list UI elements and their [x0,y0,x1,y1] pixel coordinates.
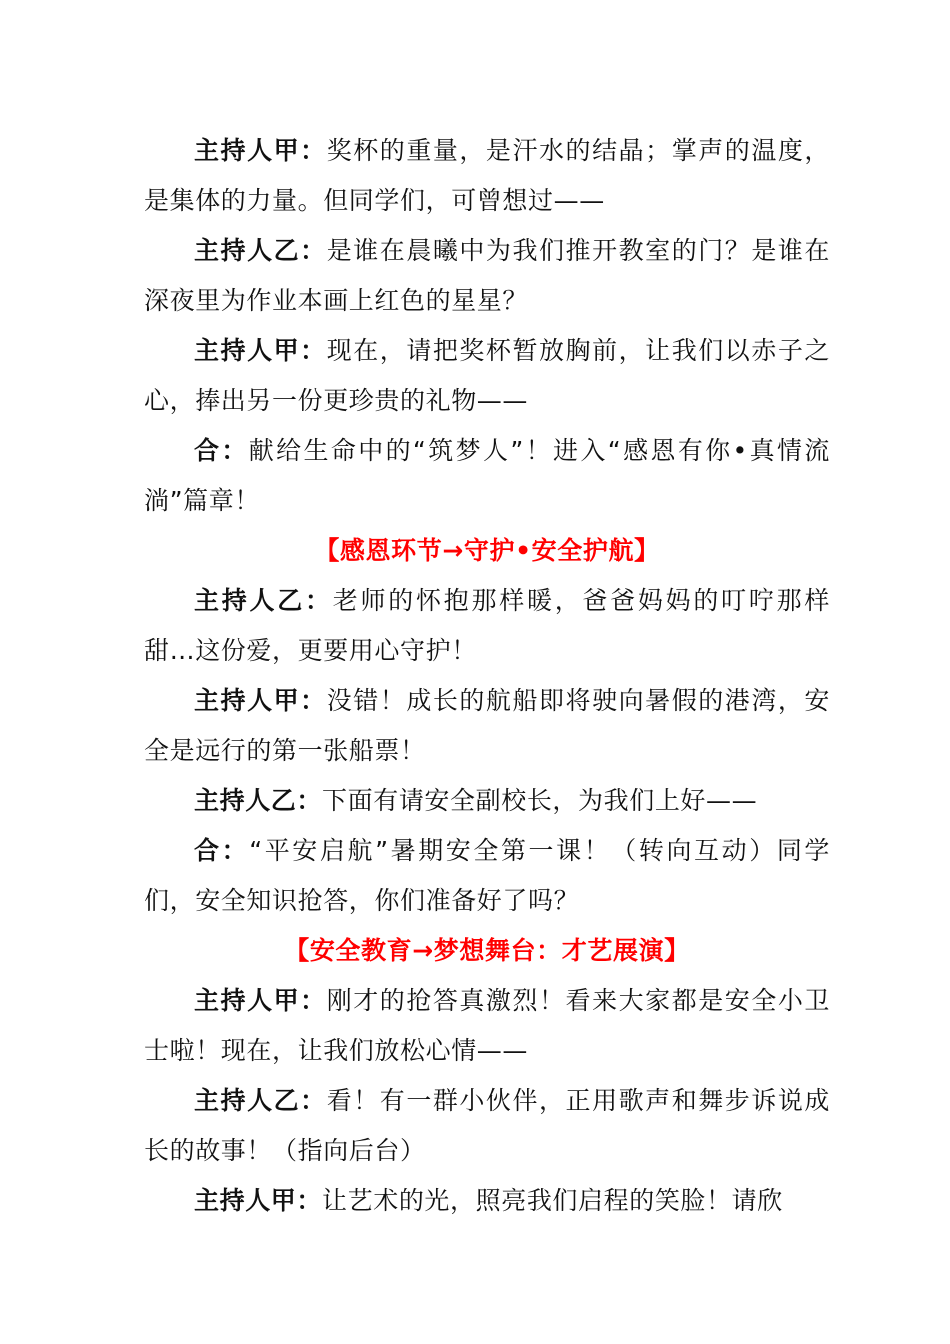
dialogue-text: 献给生命中的“筑梦人”！进入“感恩有你•真情流淌”篇章！ [144,436,830,515]
dialogue-text: 是谁在晨曦中为我们推开教室的门？是谁在深夜里为作业本画上红色的星星？ [144,236,830,315]
dialogue-text: 看！有一群小伙伴，正用歌声和舞步诉说成长的故事！（指向后台） [144,1086,830,1165]
dialogue-paragraph [144,1076,830,1176]
speaker-label: 合： [194,836,250,865]
speaker-label: 主持人甲： [194,686,327,715]
dialogue-text: 现在，请把奖杯暂放胸前，让我们以赤子之心，捧出另一份更珍贵的礼物—— [144,336,830,415]
speaker-label: 主持人甲： [194,136,327,165]
speaker-label: 主持人甲： [194,336,327,365]
section-heading: 【安全教育→梦想舞台：才艺展演】 [284,936,690,965]
dialogue-paragraph [144,126,830,226]
section-heading: 【感恩环节→守护•安全护航】 [314,536,660,565]
speaker-label: 主持人甲： [194,1186,323,1215]
speaker-label: 主持人乙： [194,1086,327,1115]
speaker-label: 主持人乙： [194,236,327,265]
dialogue-text: 老师的怀抱那样暖，爸爸妈妈的叮咛那样甜…这份爱，更要用心守护！ [144,586,830,665]
dialogue-paragraph [144,426,830,526]
dialogue-text: 没错！成长的航船即将驶向暑假的港湾，安全是远行的第一张船票！ [144,686,830,765]
dialogue-text: 下面有请安全副校长，为我们上好—— [322,786,758,815]
dialogue-paragraph [144,576,830,676]
dialogue-text: 让艺术的光，照亮我们启程的笑脸！请欣 [322,1186,783,1215]
dialogue-paragraph [144,776,830,826]
speaker-label: 合： [194,436,249,465]
speaker-label: 主持人乙： [194,586,333,615]
dialogue-paragraph [144,326,830,426]
dialogue-paragraph [144,976,830,1076]
dialogue-text: 奖杯的重量，是汗水的结晶；掌声的温度，是集体的力量。但同学们，可曾想过—— [144,136,830,215]
dialogue-paragraph [144,676,830,776]
speaker-label: 主持人乙： [194,786,323,815]
dialogue-paragraph [144,226,830,326]
dialogue-paragraph [144,826,830,926]
speaker-label: 主持人甲： [194,986,327,1015]
dialogue-text: “平安启航”暑期安全第一课！（转向互动）同学们，安全知识抢答，你们准备好了吗？ [144,836,831,915]
script-body [144,126,830,1226]
dialogue-text: 刚才的抢答真激烈！看来大家都是安全小卫士啦！现在，让我们放松心情—— [144,986,830,1065]
dialogue-paragraph [144,1176,830,1226]
